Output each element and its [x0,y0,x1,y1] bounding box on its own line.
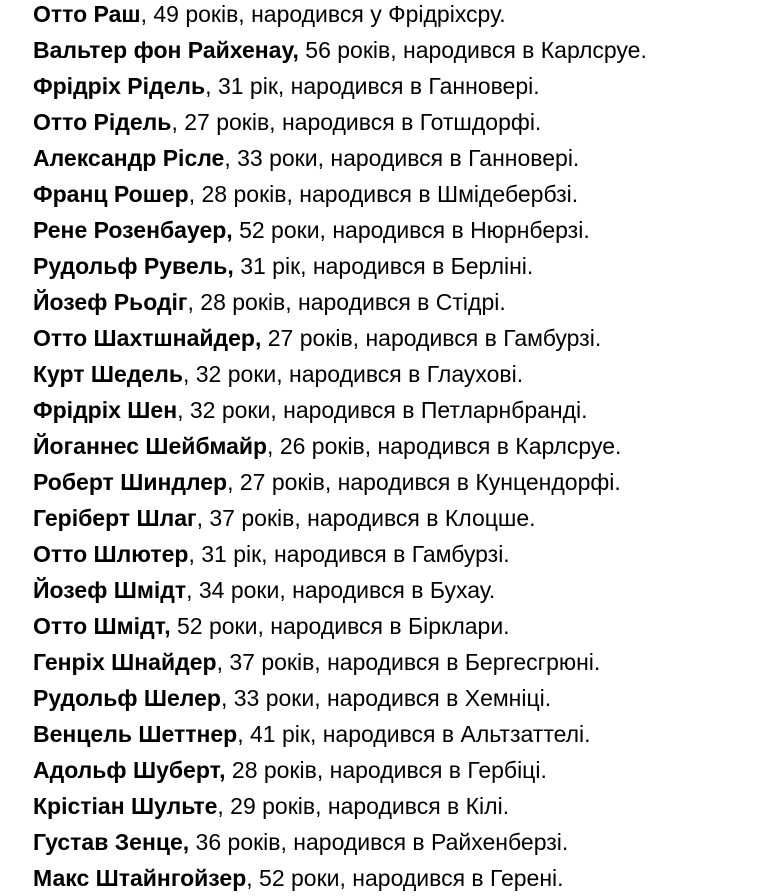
list-item [33,788,773,824]
list-item [33,248,773,284]
person-name: Отто Шлютер [33,541,189,567]
list-item [33,680,773,716]
person-details: , 28 років, народився в Шмідебербзі. [188,181,579,207]
person-details: , 33 роки, народився в Хемніці. [220,685,552,711]
person-details: , 32 роки, народився в Петларнбранді. [177,397,588,423]
person-name: Курт Шедель [33,361,183,387]
list-item [33,284,773,320]
person-details: , 34 роки, народився в Бухау. [186,577,496,603]
list-item [33,320,773,356]
list-item [33,536,773,572]
person-name: Йозеф Рьодіг [33,289,188,315]
person-name: Венцель Шеттнер [33,721,238,747]
person-name: Вальтер фон Райхенау, [33,37,299,63]
list-item [33,176,773,212]
person-details: , 31 рік, народився в Ганновері. [205,73,540,99]
list-item [33,68,773,104]
person-details: , 31 рік, народився в Гамбурзі. [188,541,510,567]
person-details: , 27 років, народився в Готшдорфі. [171,109,542,135]
person-name: Йоганнес Шейбмайр [33,433,268,459]
list-item [33,464,773,500]
person-name: Рудольф Шелер [33,685,221,711]
person-details: , 32 роки, народився в Глаухові. [182,361,524,387]
list-item [33,428,773,464]
list-item [33,860,773,896]
person-details: , 49 років, народився у Фрідріхсру. [140,1,506,27]
list-item [33,32,773,68]
person-name: Генріх Шнайдер [33,649,217,675]
person-name: Отто Раш [33,1,141,27]
person-name: Рене Розенбауер, [33,217,233,243]
person-name: Отто Рідель [33,109,172,135]
person-name: Геріберт Шлаг [33,505,197,531]
person-name: Отто Шахтшнайдер, [33,325,262,351]
person-name: Адольф Шуберт, [33,757,226,783]
list-item [33,716,773,752]
person-details: , 37 років, народився в Клоцше. [196,505,536,531]
person-details: , 26 років, народився в Карлсруе. [267,433,622,459]
person-details: 28 років, народився в Гербіці. [225,757,547,783]
person-name: Густав Зенце, [33,829,190,855]
person-details: , 29 років, народився в Кілі. [217,793,510,819]
person-list [33,0,773,896]
list-item [33,104,773,140]
list-item [33,824,773,860]
person-details: 52 роки, народився в Бірклари. [170,613,510,639]
person-details: 31 рік, народився в Берліні. [233,253,534,279]
person-name: Крістіан Шульте [33,793,218,819]
list-item [33,0,773,32]
person-name: Отто Шмідт, [33,613,171,639]
person-name: Фрідріх Рідель [33,73,206,99]
person-details: , 33 роки, народився в Ганновері. [224,145,580,171]
list-item [33,392,773,428]
list-item [33,644,773,680]
list-item [33,572,773,608]
list-item [33,608,773,644]
person-name: Александр Рісле [33,145,225,171]
person-details: 52 роки, народився в Нюрнберзі. [232,217,590,243]
person-name: Франц Рошер [33,181,189,207]
person-details: , 27 років, народився в Кунцендорфі. [227,469,621,495]
person-name: Фрідріх Шен [33,397,178,423]
person-details: , 37 років, народився в Бергесгрюні. [216,649,601,675]
person-name: Йозеф Шмідт [33,577,187,603]
person-name: Рудольф Рувель, [33,253,234,279]
person-details: 56 років, народився в Карлсруе. [298,37,647,63]
person-details: , 52 роки, народився в Герені. [246,865,564,891]
person-name: Макс Штайнгойзер [33,865,247,891]
person-details: , 28 років, народився в Стідрі. [187,289,506,315]
list-item [33,752,773,788]
list-item [33,140,773,176]
list-item [33,212,773,248]
person-name: Роберт Шиндлер [33,469,228,495]
person-details: 27 років, народився в Гамбурзі. [261,325,602,351]
person-details: 36 років, народився в Райхенберзі. [189,829,569,855]
list-item [33,500,773,536]
person-details: , 41 рік, народився в Альтзаттелі. [237,721,591,747]
list-item [33,356,773,392]
